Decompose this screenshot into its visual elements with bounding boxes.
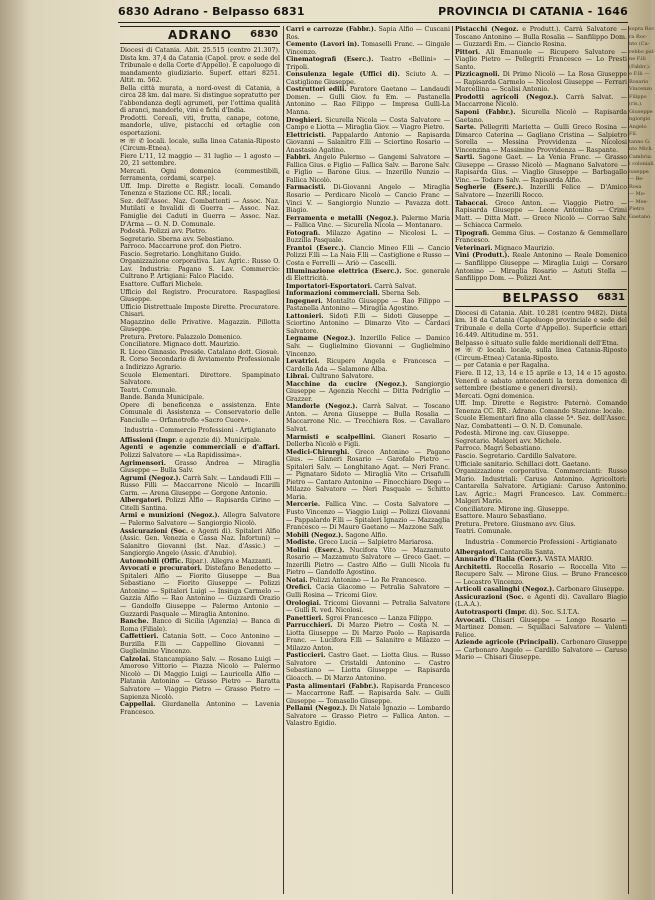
edge-fragment: Fil. bbox=[629, 131, 638, 137]
town-number: 6831 bbox=[597, 291, 625, 303]
directory-entry: Carri e carrozze (Fabbr.). Sapia Alfio — Cuscani Ros. bbox=[286, 26, 450, 41]
directory-entry: Albergatori. Cantarella Santa. bbox=[455, 548, 556, 556]
directory-entry: Illuminazione elettrica (Eserc.). Soc. generale di Elettricità. bbox=[286, 267, 450, 283]
section-heading: Industria - Commercio Professioni - Artigianato bbox=[465, 539, 617, 546]
directory-entry: Fascio. Segretario. Longhitano Guido. bbox=[120, 250, 242, 258]
directory-entry: Agrumi (Negoz.). Carrà Salv. — Landaudi F.lli — Russo Filli — Maccarrone Nicolò — Incarilli Carm. — Arena Giuseppe — Gorgone Antonio. bbox=[120, 474, 280, 497]
edge-fragment: Pietro bbox=[629, 206, 645, 212]
directory-entry: Saponi (Fabbr.). Sicurella Nicolò — Rapisarda Gaetano. bbox=[455, 109, 627, 124]
directory-entry: Lattonieri. Sidoti F.lli — Sidoti Giuseppe — Sciortino Antonino — Dimarzo Vito — Cardaci Salvatore. bbox=[286, 312, 450, 335]
directory-entry: Magazzino delle Privative. Magazzin. Pillotta Giuseppe. bbox=[120, 318, 280, 334]
directory-entry: Prodotti agricoli (Negoz.). Carrà Salvat. — Maccarrone Nicolò. bbox=[455, 93, 627, 109]
directory-entry: Pizzicagnoli. Di Primo Nicolò — La Rosa Giuseppe — Rapisarda Carmelo — Nicolosi Giuseppe — Ferrari Marcellina — Scalisi Antonio. bbox=[455, 71, 627, 94]
directory-entry: Sarti. Sagone Gaet. — La Venia Franc. — Grasso Giuseppe — Grasso Nicolò — Magnano Salvatore — Rapisarda Gius. — Viaglio Giuseppe — Barbagallo Vinc. — Todaro Salv. — Rapisarda Alfio. bbox=[455, 154, 627, 184]
edge-fragment: — Mes- bbox=[629, 198, 648, 205]
directory-entry: Veterinari. Mignaco Maurizio. bbox=[455, 244, 555, 252]
edge-fragment: nto (Ca- bbox=[629, 41, 650, 47]
directory-entry: ✉ ☏ ✆ locali. locale, sulla linea Catania-Riposto (Circum-Etnea). bbox=[120, 137, 280, 153]
edge-fragment: Filippo bbox=[629, 93, 647, 100]
directory-entry: Teatri. Comunale. bbox=[120, 386, 177, 394]
directory-entry: Marmisti e scalpellini. Gianeri Rosario — Dellerba Nicolò e Figli. bbox=[286, 433, 450, 449]
directory-entry: — per Catania e per Ragalna. bbox=[455, 362, 550, 370]
directory-entry: Fiere. Il 12, 13, 14 e 15 aprile e 13, 14 e 15 agosto. Venerdì e sabato antecedenti la terza domenica di settembre (bestiame e generi diversi). bbox=[455, 369, 627, 393]
edge-fragment: ngiorgio bbox=[629, 116, 651, 122]
directory-entry: Caffettieri. Catania Sott. — Coco Antonino — Burzilla F.lli — Cappellino Giovanni — Guglielmino Vincenzo. bbox=[120, 633, 280, 656]
edge-fragment: Angelo bbox=[629, 123, 647, 130]
directory-entry: Mandorle (Negoz.). Carrà Salvat. — Toscano Anton. — Arena Giuseppe — Bulla Rosalia — Maccarrone Nic. — Trecchiera Ros. — Cavallaro Salvat. bbox=[286, 403, 450, 433]
section-heading: Industria - Commercio Professioni - Artigianato bbox=[124, 427, 276, 435]
directory-entry: Librai. Cultrano Salvatore. bbox=[286, 373, 374, 381]
directory-entry: Mercerie. Fallica Vinc. — Costa Salvatore — Fusto Vincenzo — Viaggio Luigi — Polizzi Giovanni — Pappalardo F.lli — Spitaleri Ignazio — Mazzaglia Francesco — Di Mauro Gaetano — Mazzone Salv. bbox=[286, 501, 450, 532]
town-header-adrano bbox=[120, 26, 280, 44]
directory-entry: Conciliatore. Mignaco dott. Maurizio. bbox=[120, 341, 240, 349]
town-name: ADRANO bbox=[167, 28, 233, 42]
edge-fragment: e F.lli — bbox=[629, 71, 650, 77]
town-header-belpasso bbox=[455, 289, 627, 307]
directory-entry: R. Corso Secondario di Avviamento Professionale a Indirizzo Agrario. bbox=[120, 356, 280, 371]
directory-entry: Pasticcieri. Castro Gaet. — Liotta Gius. — Russo Salvatore — Cristaldi Antonino — Castro Sebastiano — Liotta Giuseppe — Rapisarda Gioacch. — Di Marzo Antonino. bbox=[286, 652, 450, 683]
directory-entry: Cemento (Lavori in). Tomaselli Franc. — Gingale Vincenzo. bbox=[286, 41, 450, 56]
directory-entry: Vini (Produtt.). Reale Antonino — Reale Domenico — Sanfilippo Giuseppe — Miraglia Luigi — Corsaro Antonino — Miraglia Rosario — Astuti Stella — Sanfilippo Dom. — Polizzi Ant. bbox=[455, 252, 627, 283]
directory-entry: Sarte. Pellegriti Marietta — Gulli Greco Rosina — Dimarco Caterina — Gagliano Cristina — Salpietro Sorella — Messina Provvidenza — Nicolosi Vincenzina — Massimino Provvidenza — Raspante. bbox=[455, 124, 627, 154]
directory-entry: Aziende agricole (Principali). Carbonaro Giuseppe — Carbonaro Angelo — Cardillo Salvatore — Caruso Mario — Chisari Giuseppe. bbox=[455, 639, 627, 662]
column-middle bbox=[286, 26, 450, 894]
directory-entry: ✉ ☏ ✆ locali. locale, sulla linea Catania-Riposto (Circum-Etnea) Catania-Riposto. bbox=[455, 347, 627, 362]
directory-entry: Elettricisti. Pappalardo Antonio — Rapisarda Giovanni — Salanitro F.lli — Sciortino Rosario — Anastasio Agatino. bbox=[286, 131, 450, 154]
directory-entry: Calzolai. Stancampiano Salv. — Rosano Luigi — Amoroso Vittorio — Piazza Nicolò — Palermo Nicolò — Di Maggio Luigi — Lauricella Alfio — Platania Antonino — Grasso Pietro — Baratta Salvatore — Viaggio Pietro — Grasso Pietro — Sapienza Nicolò. bbox=[120, 655, 280, 701]
directory-entry: Levatrici. Ricupero Angela e Francesca — Cardella Ada — Salamone Alba. bbox=[286, 358, 450, 373]
edge-fragment: nto Mich. bbox=[629, 146, 654, 152]
directory-entry: Pasta alimentari (Fabbr.). Rapisarda Francesco — Maccarrone Raff. — Rapisarda Salv. — Gulli Giuseppe — Tomasello Giuseppe. bbox=[286, 682, 450, 705]
directory-entry: Droghieri. Sicurella Nicola — Costa Salvatore — Campo e Liotta — Miraglia Giov. — Viagro Pietro. bbox=[286, 116, 450, 132]
directory-entry: Fabbri. Angelo Palermo — Gangemi Salvatore — Fallica Gius. e Figlio — Fallica Salv. — Barone Salv. e Figlio — Barone Gius. — Inzerillo Nunzio — Fallica Nicolò. bbox=[286, 154, 450, 184]
town-description: Belpasso è situato sulle falde meridionali dell'Etna. bbox=[455, 339, 619, 347]
directory-entry: Ingegneri. Montalto Giuseppe — Rao Filippo — Pastanella Antonino — Miraglia Agostino. bbox=[286, 297, 450, 313]
edge-fragment: Cambria. bbox=[629, 153, 653, 160]
directory-entry: Macchine da cucire (Negoz.). Sangiorgio Giuseppe — Agenzia Necchi — Ditta Pedriglio — Grazzer. bbox=[286, 380, 450, 403]
edge-fragment: (Fabbr.). bbox=[629, 63, 651, 70]
directory-entry: Bande. Banda Municipale. bbox=[120, 394, 205, 402]
directory-entry: Esattore. Mauro Sebastiano. bbox=[455, 513, 547, 521]
edge-fragment: rebbo pul- bbox=[629, 48, 655, 55]
trade-list bbox=[286, 26, 450, 728]
edge-fragment: ra Roc- bbox=[629, 33, 648, 40]
directory-entry: Autotrasporti (Impr. di). Soc. S.I.T.A. bbox=[455, 608, 580, 616]
directory-entry: Uff. Imp. Dirette e Registro: Paternò. Comando Tenenza CC. RR.: Adrano. Comando Stazione: locale. bbox=[455, 400, 627, 415]
directory-entry: Prodotti. Cereali, viti, frutta, canape, cotone, mandorle, ulive, pistacchi ed ortaglie con esportazioni. bbox=[120, 114, 280, 138]
edge-fragment: — Mo- bbox=[629, 191, 646, 197]
directory-entry: Armi e munizioni (Negoz.). Allegra Salvatore — Palermo Salvatore — Sangiorgio Nicolò. bbox=[120, 512, 280, 527]
column-left bbox=[120, 26, 280, 894]
directory-entry: Podestà. Polizzi avv. Pietro. bbox=[120, 228, 207, 236]
directory-entry: R. Liceo Ginnasio. Preside. Catalano dott. Giosuè. bbox=[120, 348, 280, 356]
directory-entry: Scuole Elementari fino alla classe 5ª. Sez. dell'Assoc. Naz. Combattenti — O. N. D. Comunale. bbox=[455, 415, 627, 430]
header-left: 6830 Adrano - Belpasso 6831 bbox=[118, 5, 305, 18]
edge-fragment: Rosario bbox=[629, 78, 649, 85]
directory-entry: Panettieri. Sgroi Francesco — Lanza Filippo. bbox=[286, 614, 434, 622]
directory-entry: Segherie (Eserc.). Inzerilli Felice — D'Amico Salvatore — Inzerilli Rocco. bbox=[455, 184, 628, 200]
header-right: PROVINCIA DI CATANIA - 1646 bbox=[438, 5, 628, 18]
directory-entry: Consulenza legale (Uffici di). Sciuto A. — Castiglione Giuseppe. bbox=[286, 71, 450, 86]
directory-entry: Fotografi. Milazzo Agatino — Nicolosi L. — Buzzilla Pasquale. bbox=[286, 229, 450, 245]
directory-entry: Ferramenta e metalli (Negoz.). Palermo Maria — Fallica Vinc. — Sicurella Nicola — Montanaro. bbox=[286, 214, 450, 230]
directory-entry: Ufficio Distrettuale Imposte Dirette. Procuratore. Chisari. bbox=[120, 303, 280, 319]
directory-entry: Albergatori. Polizzi Alfio — Rapisarda Cirino — Citelli Santina. bbox=[120, 497, 280, 512]
directory-entry: Agenti e agenzie commerciali e d'affari. Polizzi Salvatore — «La Rapidissima». bbox=[120, 444, 280, 460]
directory-entry: Teatri. Comunale. bbox=[455, 528, 512, 536]
directory-entry: Pretura. Pretore. Giusmano avv. Gius. bbox=[455, 520, 576, 528]
directory-entry: Cinematografi (Eserc.). Teatro «Bellini» — Tripoli. bbox=[286, 56, 450, 71]
directory-entry: Avvocati. Chisari Giuseppe — Longo Rosario — Martinez Domen. — Squillaci Salvatore — Valenti Felice. bbox=[455, 616, 627, 639]
trade-list bbox=[455, 549, 627, 662]
directory-entry: Tabaccai. Greco Anton. — Viaggio Pietro — Rapisarda Giuseppe — Leone Antonino — Crimi Matt. — Ditta Matt. — Greco Nicolò — Corrao Salv. — Schiacca Carmelo. bbox=[455, 199, 627, 230]
column-right bbox=[455, 26, 627, 894]
directory-entry: Organizzazione corporativa. Lav. Agric.: Russo O. Lav. Industria: Pagano S. Lav. Commercio: Cultrano P. Artigiani: Falco Placido. bbox=[120, 258, 280, 281]
edge-fragment: — Be- bbox=[629, 176, 644, 182]
town-entries bbox=[120, 115, 280, 424]
directory-entry: Assicurazioni (Soc. e Agenti di). Cavallaro Biagio (L.A.A.). bbox=[455, 593, 627, 609]
directory-entry: Parroco. Magrì Sebastiano. bbox=[455, 445, 543, 453]
directory-entry: Mobili (Negoz.). Sagone Alfio. bbox=[286, 531, 388, 539]
directory-entry: Affissioni (Impr. e agenzie di). Municipale. bbox=[120, 436, 262, 444]
directory-entry: Importatori-Esportatori. Carrà Salvat. bbox=[286, 282, 417, 290]
directory-entry: Cappellai. Giurdanella Antonino — Lavenia Francesco. bbox=[120, 701, 280, 716]
directory-entry: Molini (Eserc.). Nucifora Vito — Mazzamuto Rosario — Mazzamuto Salvatore — Greco Gaet. — Inzerilli Pietro — Castro Alfio — Gulli Nicola fu Pietro — Gandolfo Agostino. bbox=[286, 546, 450, 577]
edge-fragment: ne F.lli bbox=[629, 56, 646, 62]
edge-fragment: Vincenzo bbox=[629, 86, 652, 92]
directory-entry: Organizzazione corporativa. Commercianti: Russo Mario. Industriali: Caruso Antonino. Agricoltori: Cantarella Salvatore. Artigiani: Caruso Antonino. Lav. Agric.: Magrì Francesco. Lav. Commerc.: Malgeri Mario. bbox=[455, 468, 627, 506]
directory-entry: Costruttori edili. Paratore Gaetano — Landaudi Domen. — Gulli Giov. fu Em. — Pastanella Antonino — Rao Filippo — Impresa Gulli-La Manna. bbox=[286, 86, 450, 117]
directory-entry: Mercati. Ogni domenica (commestibili, ferramenta, cordami, scarpe). bbox=[120, 167, 280, 183]
directory-entry: Mercati. Ogni domenica. bbox=[455, 392, 535, 400]
directory-entry: Medici-Chirurghi. Greco Antonino — Pagano Gius. — Gianeri Rosario — Garofalo Pietro — Spitaleri Salv. — Longhitano Agat. — Neri Franc. — Pignataro Sidoto — Miraglia Vito — Crisafulli Pietro — Cantaro Antonino — Finocchiaro Diego — Milazzo Salvatore — Neri Pasquale — Schitto Maria. bbox=[286, 448, 450, 501]
directory-entry: Parroco. Maccarrone prof. don Pietro. bbox=[120, 243, 242, 251]
directory-entry: Pellami (Negoz.). Di Natale Ignazio — Lombardo Salvatore — Grasso Pietro — Fallica Anton. — Valastro Egidio. bbox=[286, 705, 451, 728]
edge-fragment: tanno G. bbox=[629, 138, 651, 145]
directory-entry: Annuario d'Italia (Corr.). VASTA MARIO. bbox=[455, 556, 594, 564]
directory-entry: Automobili (Offic. Ripar.). Allegra e Mazzanti. bbox=[120, 557, 273, 565]
directory-entry: Conciliatore. Mirone ing. Giuseppe. bbox=[455, 505, 570, 513]
directory-entry: Agrimensori. Grasso Andrea — Miraglia Giuseppe — Bulla Salv. bbox=[120, 459, 280, 475]
directory-entry: Assicurazioni (Soc. e Agenti di). Spitaleri Alfio (Assic. Gen. Venezia e Cassa Naz. Infortuni) — Salanitro Giovanni (Ist. Naz. d'Assic.) — Sangiorgio Angelo (Assic. d'Anubio). bbox=[120, 527, 280, 558]
town-number: 6830 bbox=[250, 29, 278, 40]
directory-entry: Ufficio del Registro. Procuratore. Raspagliesi Giuseppe. bbox=[120, 288, 280, 304]
directory-entry: Avvocati e procuratori. Distefano Benedetto — Spitaleri Alfio — Fiorito Giuseppe — Bua Sebastiano — Fiorito Giuseppe — Polizzi Antonino — Spitaleri Luigi — Insinga Carmelo — Gazzia Alfio — Rao Antonino — Guzzardi Orazio — Gandolfo Giuseppe — Palermo Antonio — Guzzardi Pasquale — Miraglia Antonino. bbox=[120, 565, 281, 618]
directory-entry: Banche. Banco di Sicilia (Agenzia) — Banca di Roma (Filiale). bbox=[120, 618, 280, 633]
column-rule bbox=[452, 26, 453, 894]
edge-fragment: iuseppe bbox=[629, 168, 649, 175]
directory-entry: Opere di beneficenza e assistenza. Ente Comunale di Assistenza — Conservatorio delle Fanciulle — Orfanotrofio «Sacro Cuore». bbox=[120, 401, 280, 424]
directory-entry: Orologiai. Tricomi Giovanni — Petralia Salvatore — Gulli R. ved. Nicolosi. bbox=[286, 599, 450, 615]
directory-entry: Pittori. Ali Emanuele — Ricupero Salvatore — Viaglio Pietro — Pellegriti Francesco — Lo Presti Santo. bbox=[455, 48, 627, 71]
directory-entry: Segretario. Malgeri avv. Michele. bbox=[455, 437, 562, 445]
directory-entry: Uff. Imp. Dirette e Registr. locali. Comando Tenenza e Stazione CC. RR.; locali. bbox=[120, 182, 280, 198]
directory-entry: Architetti. Roccella Rosario — Roccella Vito — Recupero Salv. — Mirone Gius. — Bruno Francesco — Locastro Vincenzo. bbox=[455, 563, 627, 586]
column-rule bbox=[283, 26, 284, 894]
town-description: Bella città murata, a nord-ovest di Catania, a circa 28 km. dal mare. Si distingue sopratutto per l'abbondanza degli agrumeti, per l'ottima qualità di aranci, mandorle, vini e fichi d'India. bbox=[120, 84, 280, 115]
directory-entry: Ufficiale sanitario. Schillaci dott. Gaetano. bbox=[455, 460, 591, 468]
edge-fragment: (ris.). bbox=[629, 101, 643, 107]
directory-entry: Segretario. Sberna avv. Sebastiano. bbox=[120, 235, 234, 243]
directory-entry: Articoli casalinghi (Negoz.). Carbonaro Giuseppe. bbox=[455, 586, 625, 594]
edge-fragment: sopra Roc bbox=[629, 26, 655, 32]
directory-entry: Fascio. Segretario. Cardillo Salvatore. bbox=[455, 452, 577, 460]
directory-entry: Pretura. Pretore. Palazzolo Domenico. bbox=[120, 333, 242, 341]
page-header bbox=[118, 4, 628, 23]
directory-entry: Scuole Elementari. Direttore. Spampinato Salvatore. bbox=[120, 371, 280, 387]
directory-entry: Legname (Negoz.). Inzerillo Felice — Damico Salv. — Guglielmino Giovanni — Guglielmino Vincenzo. bbox=[286, 335, 451, 358]
directory-entry: Sez. dell'Assoc. Naz. Combattenti — Assoc. Naz. Mutilati e Invalidi di Guerra — Assoc. Naz. Famiglie dei Caduti in Guerra — Assoc. Naz. D'Arma — O. N. D. Comunale. bbox=[120, 197, 280, 228]
directory-entry: Farmacisti. Di-Giovanni Angelo — Miraglia Rosario — Perdicaro Nicolò — Cancio Franc — Vinci V. — Sangiorgio Nunzio — Pavazza dott. Biagio. bbox=[286, 184, 450, 215]
town-entries bbox=[455, 347, 627, 536]
edge-fragment: Gaetano bbox=[629, 213, 651, 220]
town-intro: Diocesi di Catania. Abit. 10.281 (centro 9482). Dista km. 18 da Catania (Capoluogo provinciale e sede del Tribunale e della Corte d'Appello). Superficie ettari 16.449. Altitudine m. 551. bbox=[455, 309, 627, 340]
edge-fragment: Rosa bbox=[629, 183, 642, 190]
directory-entry: Pistacchi (Negoz. e Produtt.). Carrà Salvatore — Toscano Antonino — Bulla Rosalia — Sanfilippo Dom. — Guzzardi Em. — Ciancio Rosina. bbox=[455, 26, 627, 49]
directory-entry: Informazioni commerciali. Sberna Seb. bbox=[286, 290, 421, 298]
directory-entry: Fiere L'11, 12 maggio — 31 luglio — 1 agosto — 20, 21 settembre. bbox=[120, 152, 280, 168]
directory-entry: Tipografi. Gemma Gius. — Costanzo & Gemmellaro Francesco. bbox=[455, 229, 627, 245]
directory-entry: Notai. Polizzi Antonino — Lo Re Francesco. bbox=[286, 576, 427, 584]
directory-entry: Orefici. Cacia Giacomo — Petralia Salvatore — Gulli Rosina — Tricomi Giov. bbox=[286, 584, 450, 600]
town-name: BELPASSO bbox=[502, 290, 580, 305]
directory-entry: Podestà. Mirone ing. cav. Giuseppe. bbox=[455, 430, 570, 438]
trade-list bbox=[120, 437, 280, 716]
directory-entry: Frantoi (Eserc.). Ciancio Mineo F.lli — Cancio Polizzi F.lli — La Naia F.lli — Castiglione e Russo — Costa e Ferrelli — Ariò — Cascelli. bbox=[286, 244, 451, 267]
trade-list bbox=[455, 26, 627, 283]
directory-entry: Parrucchieri. Di Marzo Pietro — Costa N. — Liotta Giuseppe — Di Marzo Paolo — Rapisarda Franc. — Lucifora F.lli — Salanitro e Milazzo — Milazzo Anton. bbox=[286, 622, 450, 652]
edge-fragment: Giuseppe bbox=[629, 108, 653, 115]
town-intro: Diocesi di Catania. Abit. 25.515 (centro 21.307). Dista km. 37,4 da Catania (Capol. prov. e sede del Tribunale e della Corte d'Appello). È capoluogo di mandamento giudiziario. Superf. ettari 8251. Altit. m. 562. bbox=[120, 47, 280, 85]
adjacent-page-edge bbox=[629, 26, 655, 894]
directory-entry: Modiste. Greco Lucia — Salpietro Mariarosa. bbox=[286, 539, 434, 547]
edge-fragment: i coloniali bbox=[629, 161, 654, 167]
directory-entry: Esattore. Cuffari Michele. bbox=[120, 280, 203, 288]
